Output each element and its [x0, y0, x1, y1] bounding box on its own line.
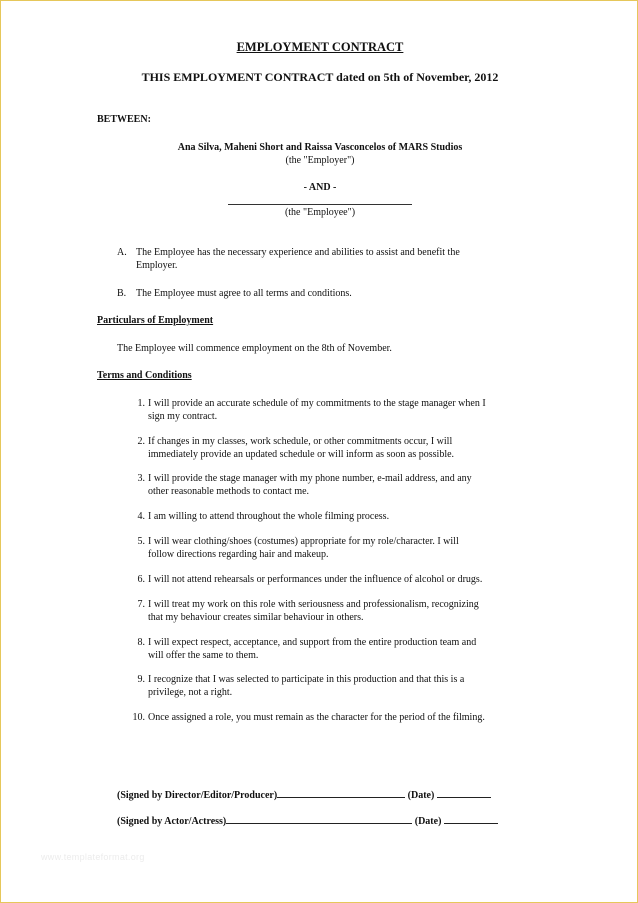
- term-line: If changes in my classes, work schedule, or other commitments occur, I will: [148, 436, 453, 447]
- employer-role: (the "Employer"): [285, 155, 355, 166]
- term-line: will offer the same to them.: [148, 649, 259, 661]
- term-number: 8.: [137, 637, 145, 648]
- term-line: I am willing to attend throughout the whole filming process.: [148, 511, 390, 522]
- recital-marker: A.: [117, 247, 127, 258]
- term-line: I recognize that I was selected to participate in this production and that this is a: [148, 674, 465, 685]
- employee-role: (the "Employee"): [284, 207, 356, 218]
- term-item: [129, 473, 549, 499]
- director-signature-label: (Signed by Director/Editor/Producer): [117, 790, 278, 801]
- term-line: that my behaviour creates similar behaviour in others.: [148, 611, 364, 623]
- director-signature-line[interactable]: [277, 787, 405, 798]
- document-subtitle: THIS EMPLOYMENT CONTRACT dated on 5th of November, 2012: [141, 70, 499, 84]
- watermark: www.templateformat.org: [41, 852, 145, 862]
- actor-signature-line[interactable]: [226, 813, 412, 824]
- term-number: 3.: [137, 473, 145, 484]
- term-number: 4.: [137, 511, 145, 522]
- director-signature-row: [117, 787, 491, 801]
- actor-date-label: (Date): [414, 816, 442, 827]
- term-line: I will expect respect, acceptance, and support from the entire production team and: [148, 637, 477, 648]
- term-line: I will provide an accurate schedule of my commitments to the stage manager when I: [148, 398, 486, 409]
- term-item: [129, 574, 549, 588]
- term-number: 7.: [137, 599, 145, 610]
- employee-name-line: [228, 204, 412, 205]
- term-item: [129, 511, 549, 525]
- term-number: 1.: [137, 398, 145, 409]
- term-item: [129, 674, 549, 700]
- recital-line: The Employee has the necessary experience and abilities to assist and benefit the: [136, 247, 460, 258]
- term-item: [129, 599, 549, 625]
- employer-names: Ana Silva, Maheni Short and Raissa Vasconcelos of MARS Studios: [177, 142, 463, 153]
- term-item: [129, 712, 549, 726]
- term-line: Once assigned a role, you must remain as the character for the period of the filming.: [148, 712, 485, 723]
- actor-date-line[interactable]: [444, 813, 498, 824]
- recital-line: The Employee must agree to all terms and conditions.: [136, 288, 352, 299]
- term-number: 10.: [132, 712, 145, 723]
- terms-heading: Terms and Conditions: [97, 370, 192, 381]
- term-number: 9.: [137, 674, 145, 685]
- term-line: immediately provide an updated schedule or will inform as soon as possible.: [148, 448, 455, 460]
- term-number: 6.: [137, 574, 145, 585]
- term-number: 2.: [137, 436, 145, 447]
- term-item: [129, 637, 549, 663]
- recital-item: [117, 288, 537, 302]
- term-line: sign my contract.: [148, 410, 218, 422]
- term-number: 5.: [137, 536, 145, 547]
- document-title: EMPLOYMENT CONTRACT: [236, 40, 404, 54]
- particulars-heading: Particulars of Employment: [97, 315, 214, 326]
- term-line: privilege, not a right.: [148, 686, 233, 698]
- term-item: [129, 436, 549, 462]
- between-label: BETWEEN:: [97, 114, 151, 125]
- term-line: other reasonable methods to contact me.: [148, 485, 310, 497]
- actor-signature-label: (Signed by Actor/Actress): [117, 816, 227, 827]
- term-line: I will wear clothing/shoes (costumes) appropriate for my role/character. I will: [148, 536, 459, 547]
- term-line: follow directions regarding hair and makeup.: [148, 548, 329, 560]
- director-date-label: (Date): [407, 790, 435, 801]
- and-separator: - AND -: [303, 182, 337, 193]
- term-line: I will treat my work on this role with seriousness and professionalism, recognizing: [148, 599, 479, 610]
- term-item: [129, 536, 549, 562]
- term-item: [129, 398, 549, 424]
- director-date-line[interactable]: [437, 787, 491, 798]
- recital-item: [117, 247, 537, 273]
- recital-marker: B.: [117, 288, 127, 299]
- actor-signature-row: [117, 813, 498, 827]
- term-line: I will not attend rehearsals or performances under the influence of alcohol or drugs.: [148, 574, 483, 585]
- term-line: I will provide the stage manager with my phone number, e-mail address, and any: [148, 473, 472, 484]
- recital-line: Employer.: [136, 260, 178, 271]
- particulars-text: The Employee will commence employment on the 8th of November.: [117, 343, 392, 354]
